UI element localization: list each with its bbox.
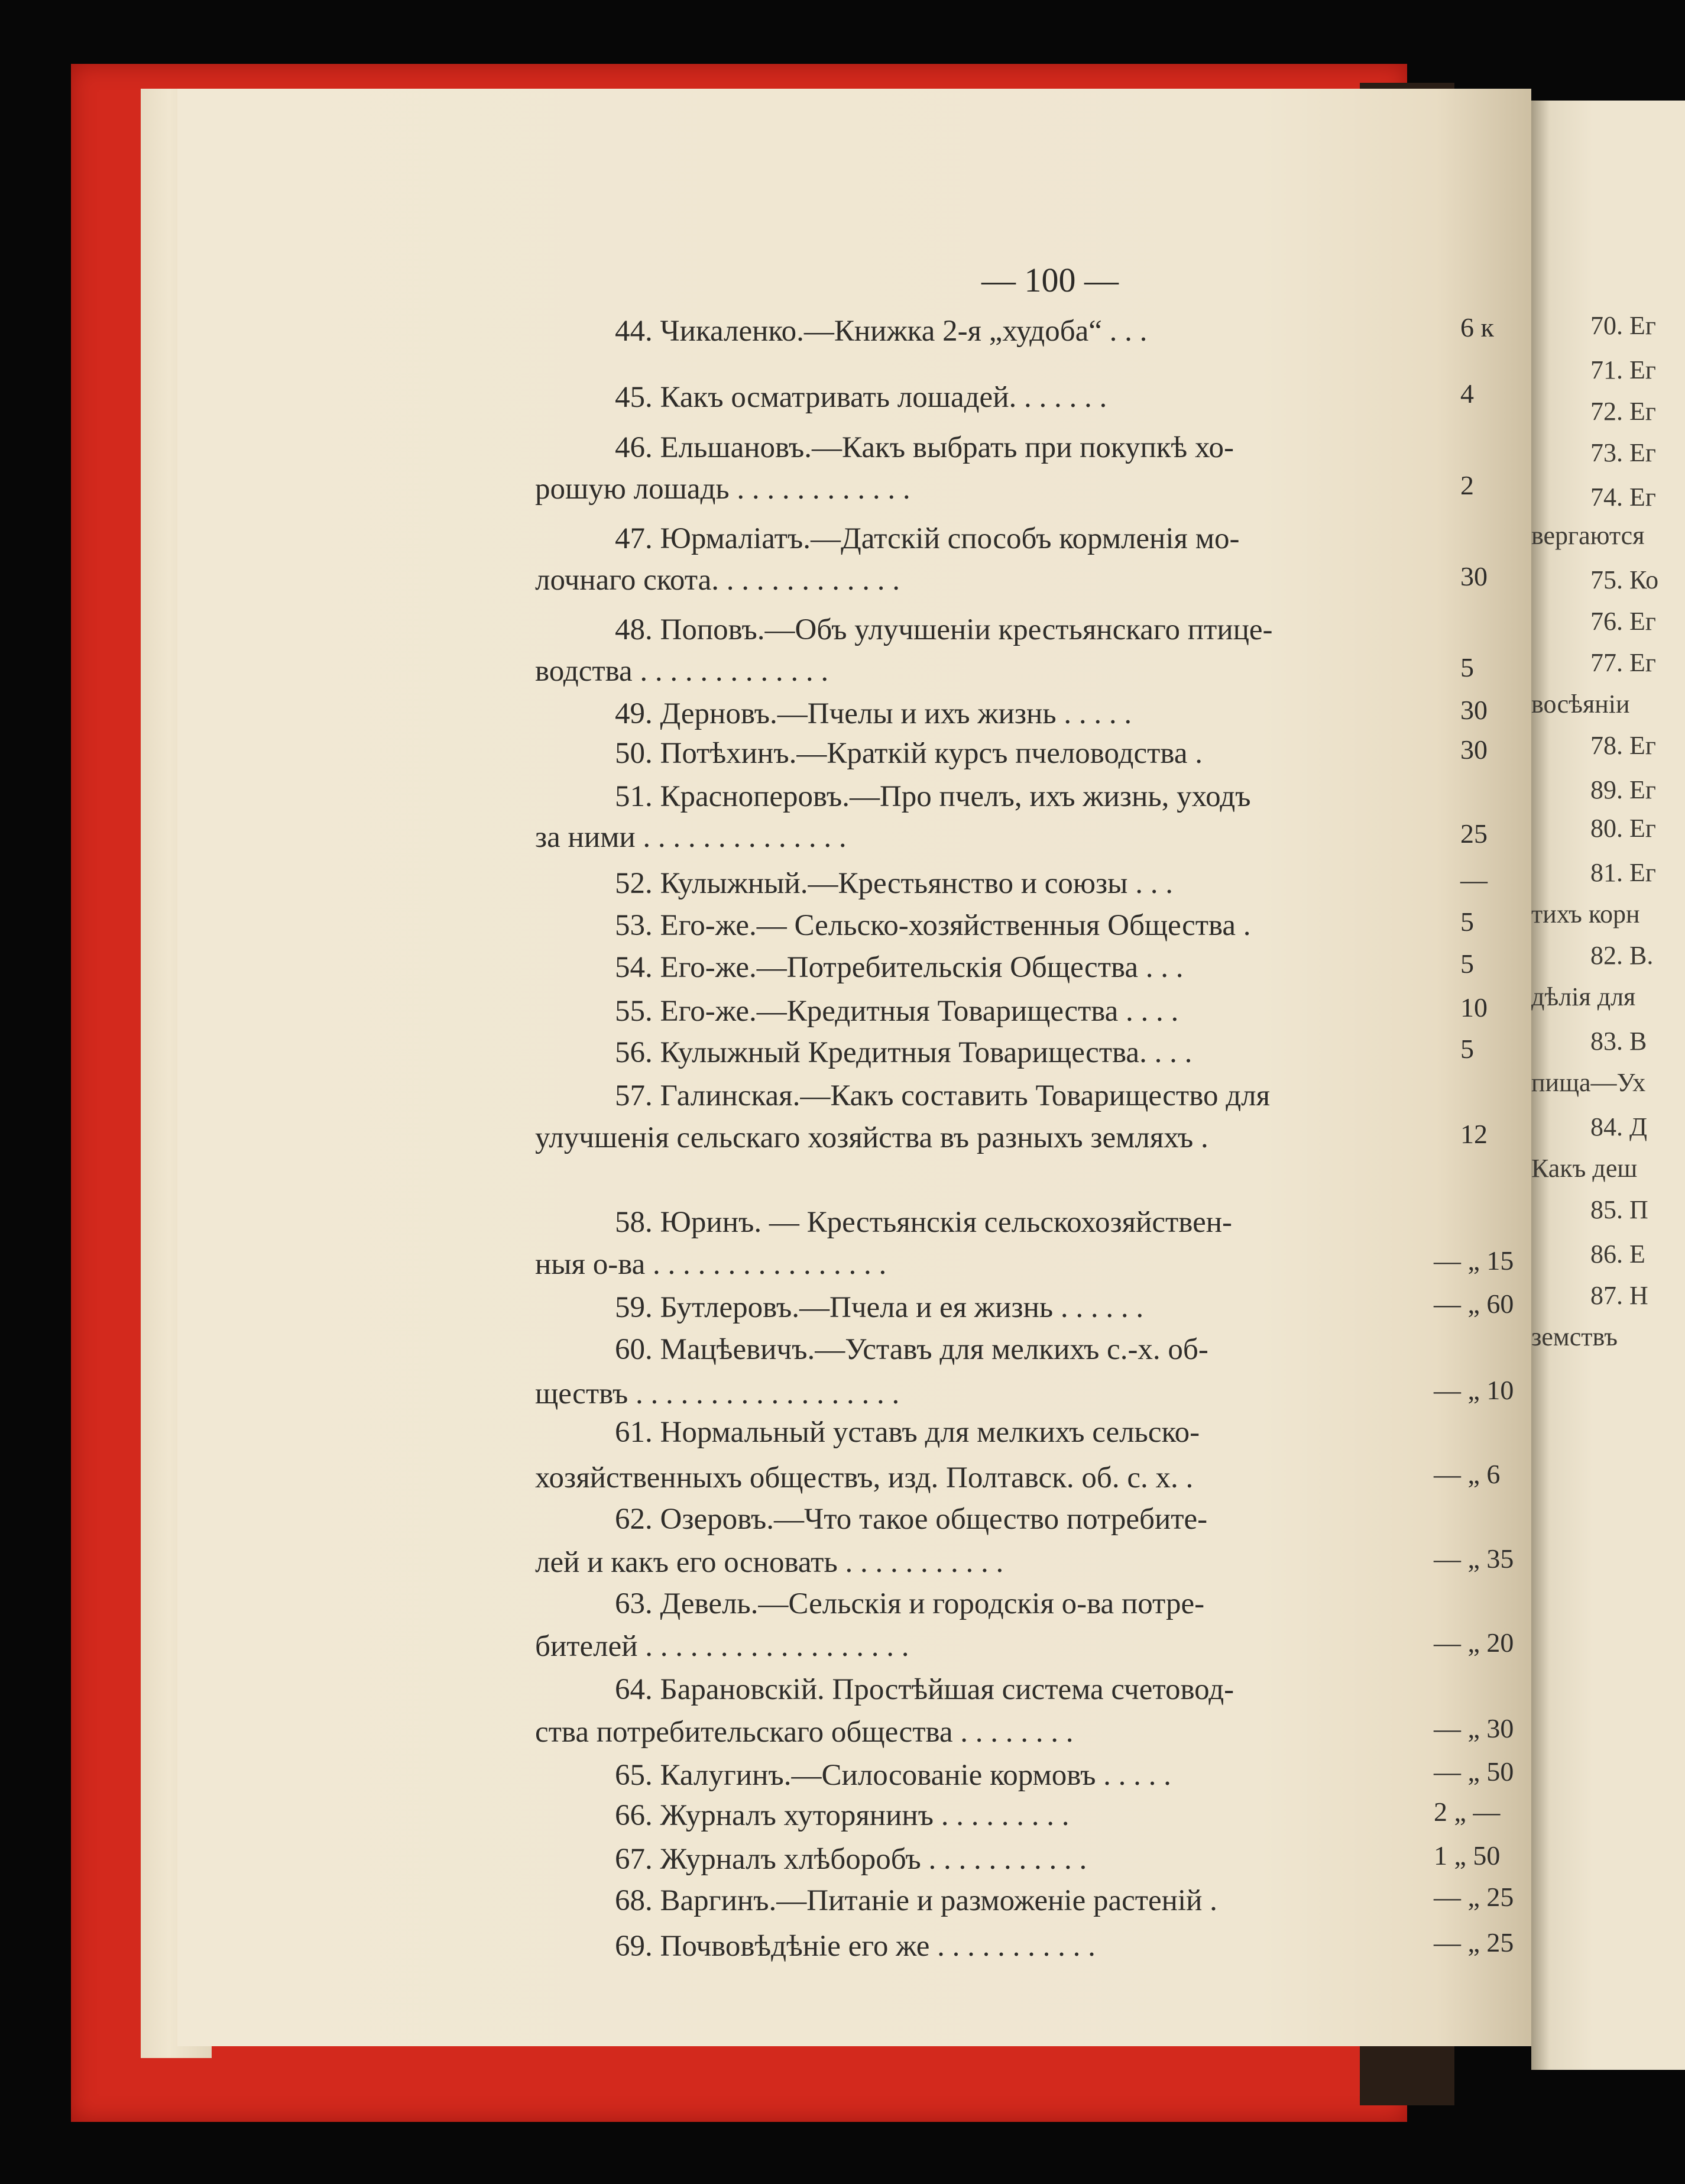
entry-line: 64. Барановскій. Простѣйшая система счетовод- [615, 1673, 1234, 1706]
facing-line: восѣяніи [1531, 690, 1630, 719]
entry-price: 5 [1460, 907, 1474, 937]
entry-line: 52. Кулыжный.—Крестьянство и союзы . . . [615, 867, 1173, 900]
entry-price: — „ 60 [1434, 1289, 1514, 1319]
facing-line: 82. В. [1590, 941, 1654, 970]
entry-price: — „ 15 [1434, 1245, 1514, 1276]
entry-line: лей и какъ его основать . . . . . . . . . . . [535, 1546, 1004, 1579]
entry-line: 57. Галинская.—Какъ составить Товарищество для [615, 1079, 1271, 1112]
entry-price: — „ 30 [1434, 1713, 1514, 1743]
entry-price: 5 [1460, 949, 1474, 979]
entry-line: 68. Варгинъ.—Питаніе и разможеніе растеній . [615, 1884, 1217, 1917]
facing-line: дѣлія для [1531, 982, 1636, 1011]
entry-price: — „ 20 [1434, 1628, 1514, 1658]
entry-line: 56. Кулыжный Кредитныя Товарищества. . . . [615, 1036, 1193, 1069]
entry-line: 46. Ельшановъ.—Какъ выбрать при покупкѣ хо- [615, 431, 1234, 464]
entry-line: улучшенія сельскаго хозяйства въ разныхъ земляхъ . [535, 1121, 1208, 1154]
entry-line: 50. Потѣхинъ.—Краткій курсъ пчеловодства . [615, 737, 1203, 770]
entry-price: 2 „ — [1434, 1797, 1501, 1827]
facing-line: вергаются [1531, 521, 1645, 550]
entry-line: 66. Журналъ хуторянинъ . . . . . . . . . [615, 1799, 1070, 1832]
facing-line: 86. Е [1590, 1240, 1645, 1269]
facing-line: 83. В [1590, 1027, 1647, 1056]
entry-line: водства . . . . . . . . . . . . . [535, 655, 829, 688]
facing-line: 75. Ко [1590, 565, 1659, 594]
entry-price: 2 [1460, 470, 1474, 500]
entry-price: — [1460, 865, 1488, 895]
entry-line: 54. Его-же.—Потребительскія Общества . . . [615, 951, 1184, 984]
entry-price: 5 [1460, 1034, 1474, 1064]
entry-line: 59. Бутлеровъ.—Пчела и ея жизнь . . . . . . [615, 1291, 1144, 1324]
facing-line: 84. Д [1590, 1112, 1648, 1141]
entry-price: 30 [1460, 735, 1488, 765]
entry-line: 53. Его-же.— Сельско-хозяйственныя Общества . [615, 909, 1251, 942]
entry-line: 67. Журналъ хлѣборобъ . . . . . . . . . . . [615, 1843, 1087, 1876]
entry-price: 5 [1460, 652, 1474, 682]
entry-line: ществъ . . . . . . . . . . . . . . . . . . [535, 1377, 900, 1410]
entry-line: 44. Чикаленко.—Книжка 2-я „худоба“ . . . [615, 315, 1148, 348]
entry-price: — „ 50 [1434, 1756, 1514, 1787]
facing-line: 78. Ег [1590, 731, 1656, 760]
entry-price: 10 [1460, 992, 1488, 1023]
entry-line: 51. Красноперовъ.—Про пчелъ, ихъ жизнь, уходъ [615, 780, 1251, 813]
entry-price: 1 „ 50 [1434, 1840, 1501, 1871]
facing-line: Какъ деш [1531, 1154, 1638, 1183]
facing-line: 87. Н [1590, 1281, 1648, 1310]
facing-line: 74. Ег [1590, 483, 1656, 512]
entry-price: — „ 25 [1434, 1927, 1514, 1957]
entry-line: 69. Почвовѣдѣніе его же . . . . . . . . . . . [615, 1930, 1096, 1963]
facing-line: земствъ [1531, 1322, 1618, 1351]
entry-line: ства потребительскаго общества . . . . . . . . [535, 1716, 1074, 1749]
entry-line: 63. Девель.—Сельскія и городскія о-ва потре- [615, 1587, 1205, 1620]
entry-price: 4 [1460, 378, 1474, 409]
entry-line: 55. Его-же.—Кредитныя Товарищества . . . . [615, 995, 1179, 1028]
entry-line: 45. Какъ осматривать лошадей. . . . . . . [615, 381, 1107, 414]
entry-line: бителей . . . . . . . . . . . . . . . . . . [535, 1630, 909, 1663]
entry-line: 48. Поповъ.—Объ улучшеніи крестьянскаго птице- [615, 613, 1273, 646]
entry-line: 61. Нормальный уставъ для мелкихъ сельско- [615, 1416, 1200, 1449]
facing-line: 80. Ег [1590, 814, 1656, 843]
entry-price: 6 к [1460, 312, 1494, 342]
facing-line: 71. Ег [1590, 355, 1656, 384]
facing-line: тихъ корн [1531, 900, 1640, 928]
entry-price: — „ 10 [1434, 1375, 1514, 1405]
entry-price: 25 [1460, 818, 1488, 849]
entry-price: 30 [1460, 561, 1488, 591]
facing-line: 81. Ег [1590, 858, 1656, 887]
entry-line: 62. Озеровъ.—Что такое общество потребите- [615, 1503, 1208, 1536]
entry-line: 60. Мацѣевичъ.—Уставъ для мелкихъ с.-х. об- [615, 1333, 1208, 1366]
entry-line: хозяйственныхъ обществъ, изд. Полтавск. об. с. х. . [535, 1461, 1194, 1494]
entry-price: — „ 35 [1434, 1544, 1514, 1574]
entry-line: лочнаго скота. . . . . . . . . . . . . [535, 564, 900, 597]
page-number: — 100 — [981, 261, 1119, 299]
entry-line: 58. Юринъ. — Крестьянскія сельскохозяйствен- [615, 1206, 1233, 1239]
facing-line: 77. Ег [1590, 648, 1656, 677]
entry-line: 65. Калугинъ.—Силосованіе кормовъ . . . . . [615, 1759, 1171, 1792]
entry-price: 30 [1460, 695, 1488, 725]
facing-line: 70. Ег [1590, 311, 1656, 340]
entry-line: 47. Юрмаліатъ.—Датскій способъ кормленія мо- [615, 522, 1240, 555]
entry-line: 49. Дерновъ.—Пчелы и ихъ жизнь . . . . . [615, 697, 1132, 730]
entry-line: ныя о-ва . . . . . . . . . . . . . . . . [535, 1248, 887, 1281]
entry-price: — „ 6 [1434, 1459, 1501, 1489]
facing-line: 89. Ег [1590, 775, 1656, 804]
entry-price: — „ 25 [1434, 1882, 1514, 1912]
entry-line: рошую лошадь . . . . . . . . . . . . [535, 473, 910, 506]
facing-line: 73. Ег [1590, 438, 1656, 467]
entry-price: 12 [1460, 1119, 1488, 1149]
facing-line: 76. Ег [1590, 607, 1656, 636]
facing-line: 72. Ег [1590, 397, 1656, 426]
entry-line: за ними . . . . . . . . . . . . . . [535, 821, 847, 854]
facing-page [1531, 101, 1685, 2070]
facing-line: пища—Ух [1531, 1068, 1646, 1097]
facing-line: 85. П [1590, 1195, 1648, 1224]
